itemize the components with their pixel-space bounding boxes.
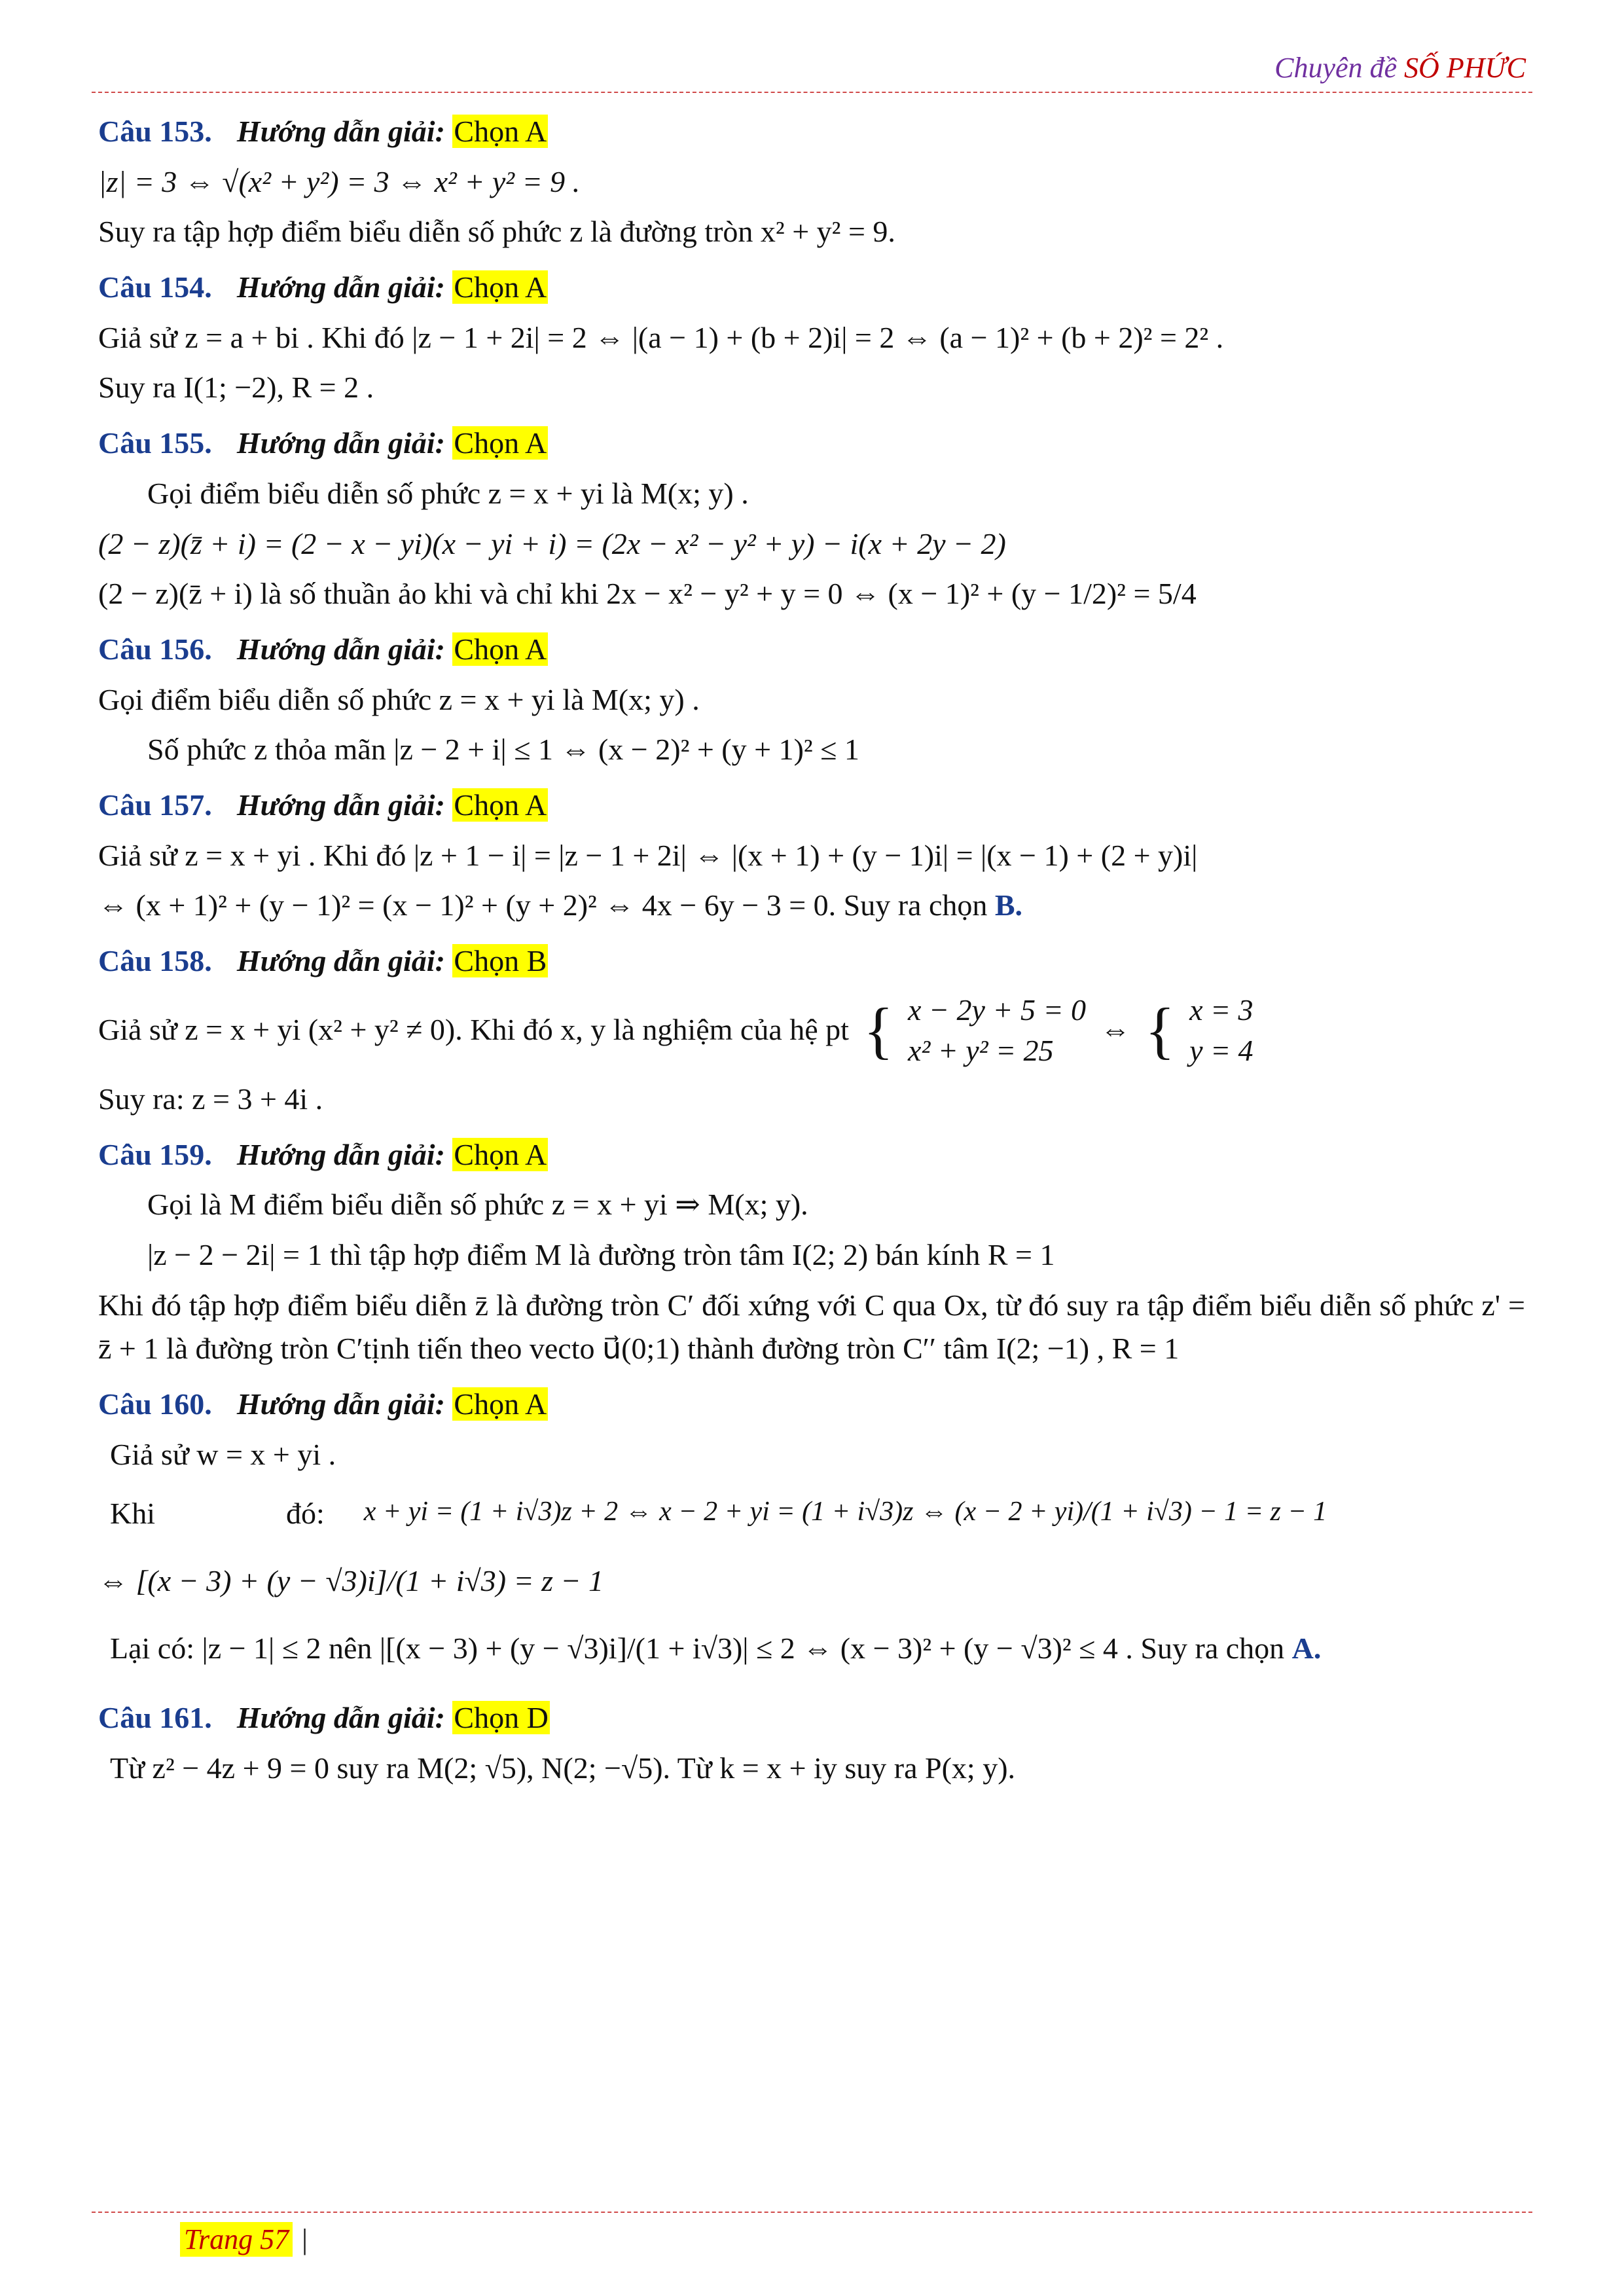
question-heading-159: Câu 159. Hướng dẫn giải: Chọn A	[98, 1137, 547, 1171]
page-header-title	[1274, 51, 1526, 84]
answer-highlight: Chọn B	[454, 944, 547, 977]
solution-line: Số phức z thỏa mãn |z − 2 + i| ≤ 1 ⇔ (x − 2)² + (y + 1)² ≤ 1	[147, 733, 859, 767]
page-content	[98, 98, 1525, 1797]
final-choice: A.	[1291, 1631, 1322, 1665]
equivalence-icon: ⇔	[1100, 1013, 1130, 1047]
question-heading-161: Câu 161. Hướng dẫn giải: Chọn D	[98, 1701, 549, 1735]
question-heading-156: Câu 156. Hướng dẫn giải: Chọn A	[98, 632, 547, 666]
footer-separator: |	[302, 2223, 308, 2255]
question-heading-153: Câu 153. Hướng dẫn giải: Chọn A	[98, 115, 547, 148]
solution-line: Từ z² − 4z + 9 = 0 suy ra M(2; √5), N(2; −√5). Từ k = x + iy suy ra P(x; y).	[110, 1751, 1016, 1785]
question-heading-160: Câu 160. Hướng dẫn giải: Chọn A	[98, 1387, 547, 1421]
solution-line: Gọi điểm biểu diễn số phức z = x + yi là M(x; y) .	[147, 476, 749, 510]
solution-line: Lại có: |z − 1| ≤ 2 nên |[(x − 3) + (y − √3)i]/(1 + i√3)| ≤ 2 ⇔ (x − 3)² + (y − √3)² ≤ 4 . Suy ra chọn A.	[110, 1631, 1322, 1665]
answer-highlight: Chọn A	[454, 1387, 547, 1421]
solution-line: Giả sử z = x + yi . Khi đó |z + 1 − i| = |z − 1 + 2i| ⇔ |(x + 1) + (y − 1)i| = |(x − 1) + (2 + y)i|	[98, 838, 1198, 872]
header-topic: SỐ PHỨC	[1404, 52, 1526, 84]
solution-line: ⇔ (x + 1)² + (y − 1)² = (x − 1)² + (y + 2)² ⇔ 4x − 6y − 3 = 0. Suy ra chọn B.	[98, 888, 1023, 922]
answer-highlight: Chọn D	[454, 1701, 549, 1735]
solution-line: Giả sử w = x + yi .	[110, 1437, 336, 1471]
solution-line: Gọi là M điểm biểu diễn số phức z = x + yi ⇒ M(x; y).	[147, 1188, 808, 1222]
footer-divider	[92, 2212, 1532, 2213]
system-solution: x = 3 y = 4	[1189, 993, 1254, 1067]
answer-highlight: Chọn A	[454, 115, 547, 148]
header-prefix: Chuyên đề	[1274, 52, 1405, 84]
solution-line: (2 − z)(z̄ + i) là số thuần ảo khi và chỉ khi 2x − x² − y² + y = 0 ⇔ (x − 1)² + (y − 1/2)² = 5/4	[98, 577, 1197, 611]
header-divider	[92, 92, 1532, 93]
page-number: Trang 57	[180, 2222, 293, 2257]
left-brace: {	[863, 994, 894, 1065]
solution-line: Giả sử z = a + bi . Khi đó |z − 1 + 2i| = 2 ⇔ |(a − 1) + (b + 2)i| = 2 ⇔ (a − 1)² + (b + 2)² = 2² .	[98, 320, 1224, 354]
solution-line: ⇔ [(x − 3) + (y − √3)i]/(1 + i√3) = z − 1	[98, 1564, 604, 1598]
answer-highlight: Chọn A	[454, 632, 547, 666]
page-footer	[180, 2223, 308, 2256]
solution-line: Gọi điểm biểu diễn số phức z = x + yi là M(x; y) .	[98, 682, 700, 716]
question-heading-157: Câu 157. Hướng dẫn giải: Chọn A	[98, 788, 547, 822]
solution-line: Suy ra: z = 3 + 4i .	[98, 1082, 323, 1116]
left-brace: {	[1145, 994, 1176, 1065]
solution-paragraph: Khi đó tập hợp điểm biểu diễn z̄ là đường tròn C′ đối xứng với C qua Ox, từ đó suy ra tập điểm biểu diễn số phức z' = z̄ + 1 là đường tròn C′tịnh tiến theo vecto u⃗(0;1) thành đường tròn C′′ tâm I(2; −1) , R = 1	[98, 1288, 1525, 1366]
solution-line: Suy ra tập hợp điểm biểu diễn số phức z là đường tròn x² + y² = 9.	[98, 215, 895, 249]
question-heading-154: Câu 154. Hướng dẫn giải: Chọn A	[98, 270, 547, 304]
solution-line: |z − 2 − 2i| = 1 thì tập hợp điểm M là đường tròn tâm I(2; 2) bán kính R = 1	[147, 1237, 1055, 1271]
solution-line: Suy ra I(1; −2), R = 2 .	[98, 371, 374, 405]
answer-highlight: Chọn A	[454, 426, 547, 460]
solution-line: |z| = 3 ⇔ √(x² + y²) = 3 ⇔ x² + y² = 9 .	[98, 164, 581, 198]
question-heading-158: Câu 158. Hướng dẫn giải: Chọn B	[98, 944, 547, 977]
system-of-equations-line: Giả sử z = x + yi (x² + y² ≠ 0). Khi đó x, y là nghiệm của hệ pt { x − 2y + 5 = 0 x² + y² = 25 ⇔ { x = 3 y = 4	[98, 990, 1525, 1071]
solution-line: (2 − z)(z̄ + i) = (2 − x − yi)(x − yi + i) = (2x − x² − y² + y) − i(x + 2y − 2)	[98, 526, 1006, 560]
answer-highlight: Chọn A	[454, 270, 547, 304]
answer-highlight: Chọn A	[454, 1137, 547, 1171]
question-heading-155: Câu 155. Hướng dẫn giải: Chọn A	[98, 426, 547, 460]
answer-highlight: Chọn A	[454, 788, 547, 822]
system-equations: x − 2y + 5 = 0 x² + y² = 25	[908, 993, 1086, 1067]
solution-line: Khi đó: x + yi = (1 + i√3)z + 2 ⇔ x − 2 + yi = (1 + i√3)z ⇔ (x − 2 + yi)/(1 + i√3) − 1 = z − 1	[110, 1497, 1327, 1531]
final-choice: B.	[994, 888, 1023, 922]
